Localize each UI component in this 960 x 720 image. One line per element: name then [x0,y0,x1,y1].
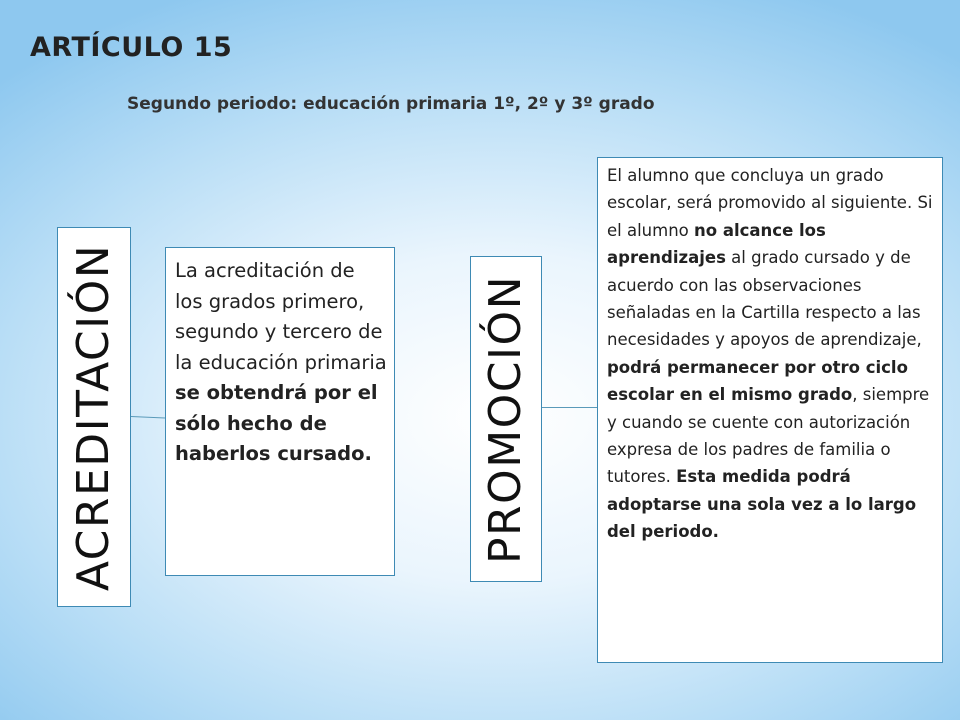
promocion-text-bold-2: podrá permanecer por otro ciclo escolar en el mismo grado [607,357,908,405]
promocion-connector [542,407,597,408]
acreditacion-description-box [165,247,395,576]
page-subtitle: Segundo periodo: educación primaria 1º, 2º y 3º grado [127,94,655,114]
acreditacion-text-bold: se obtendrá por el sólo hecho de haberlos cursado. [175,381,378,465]
promocion-description-box [597,157,943,663]
promocion-text-1: El alumno que concluya un grado escolar, será promovido al siguiente. Si el alumno [607,166,933,240]
promocion-text-bold-1: no alcance los aprendizajes [607,220,826,268]
promocion-text-bold-3: Esta medida podrá adoptarse una sola vez a lo largo del periodo. [607,467,917,542]
acreditacion-connector [131,416,165,418]
acreditacion-label-box [57,227,131,607]
page-title: ARTÍCULO 15 [30,32,233,63]
promocion-text-3: , siempre y cuando se cuente con autorización expresa de los padres de familia o tutores. [607,385,930,487]
acreditacion-label: ACREDITACIÓN [68,243,120,591]
promocion-label: PROMOCIÓN [480,274,532,564]
promocion-text-2: al grado cursado y de acuerdo con las observaciones señaladas en la Cartilla respecto a las necesidades y apoyos de aprendizaje, [607,248,922,350]
acreditacion-text: La acreditación de los grados primero, segundo y tercero de la educación primaria [175,259,387,374]
promocion-label-box [470,256,542,582]
